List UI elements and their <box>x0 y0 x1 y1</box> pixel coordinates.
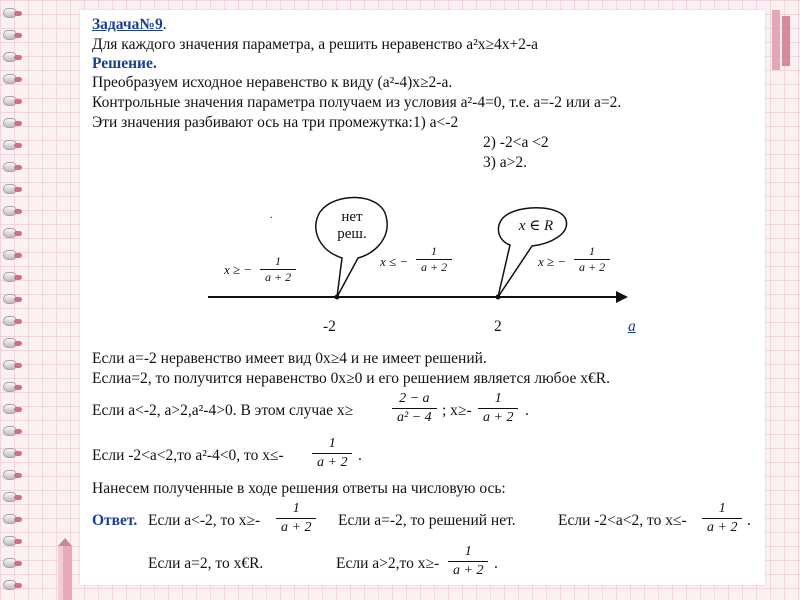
answer-part-3: Если -2<a<2, то x≤- <box>558 512 687 529</box>
case-outer-frac-2-den: a + 2 <box>478 408 518 426</box>
tick-label-minus-2: -2 <box>323 318 336 335</box>
binder-ring <box>3 184 17 194</box>
answer-frac-1-num: 1 <box>292 501 300 516</box>
task-title-dot: . <box>162 16 167 33</box>
binder-rings <box>3 0 23 600</box>
case-inner-end: . <box>358 447 362 464</box>
left-frac <box>260 255 296 284</box>
mid-frac-den: a + 2 <box>416 259 452 274</box>
case-inner-frac-den: a + 2 <box>312 453 352 471</box>
number-line-diagram <box>80 10 765 340</box>
binder-ring <box>3 316 17 326</box>
binder-ring <box>3 360 17 370</box>
right-frac-num: 1 <box>589 244 596 258</box>
binder-ring <box>3 426 17 436</box>
answer-frac-3-num: 1 <box>718 501 726 516</box>
case-outer-frac-2 <box>478 391 518 426</box>
answer-label: Ответ. <box>92 512 138 529</box>
case-a-2: Еслиa=2, то получится неравенство 0x≥0 и его решением является любое x€R. <box>92 370 610 387</box>
binder-ring <box>3 294 17 304</box>
axis-label: a <box>628 318 636 335</box>
mid-frac-num: 1 <box>431 244 438 258</box>
binder-ring <box>3 118 17 128</box>
mid-frac <box>416 245 452 274</box>
answer-part-3-end: . <box>747 512 751 529</box>
case-outer-text: Если a<-2, a>2,a²-4>0. В этом случае x≥ <box>92 402 354 419</box>
answer-frac-3-den: a + 2 <box>702 518 742 536</box>
case-a-minus-2: Если a=-2 неравенство имеет вид 0x≥4 и не имеет решений. <box>92 350 487 367</box>
binder-ring <box>3 558 17 568</box>
interval-3: 3) a>2. <box>483 154 528 171</box>
axis-arrow <box>616 291 628 303</box>
case-outer-frac-1-num: 2 − a <box>399 391 430 406</box>
binder-ring <box>3 272 17 282</box>
binder-ring <box>3 536 17 546</box>
ribbon-decoration <box>770 10 794 70</box>
binder-ring <box>3 250 17 260</box>
answer-frac-1 <box>276 501 316 536</box>
answer-frac-1-den: a + 2 <box>276 518 316 536</box>
answer-frac-3 <box>702 501 742 536</box>
answer-frac-5-num: 1 <box>464 544 472 559</box>
summary-intro: Нанесем полученные в ходе решения ответы на числовую ось: <box>92 480 506 497</box>
interval-2: 2) -2<a <2 <box>483 134 549 151</box>
left-frac-den: a + 2 <box>260 269 296 284</box>
answer-part-1: Если a<-2, то x≥- <box>148 512 261 529</box>
slide-page <box>80 10 765 585</box>
binder-ring <box>3 228 17 238</box>
binder-ring <box>3 206 17 216</box>
solution-step-2: Контрольные значения параметра получаем из условия a²-4=0, т.е. a=-2 или a=2. <box>92 94 622 111</box>
binder-ring <box>3 140 17 150</box>
task-title: Задача№9 <box>92 16 163 33</box>
case-outer-sep: ; x≥- <box>442 402 472 419</box>
binder-ring <box>3 74 17 84</box>
binder-ring <box>3 8 17 18</box>
bubble-all-real-text: x ∈ R <box>518 218 554 234</box>
binder-ring <box>3 52 17 62</box>
binder-ring <box>3 338 17 348</box>
answer-frac-5-den: a + 2 <box>448 561 488 579</box>
solution-step-1: Преобразуем исходное неравенство к виду (a²-4)x≥2-a. <box>92 74 453 91</box>
binder-ring <box>3 470 17 480</box>
answer-part-5-end: . <box>494 555 498 572</box>
tick-label-2: 2 <box>494 318 502 335</box>
case-outer-frac-1-den: a² − 4 <box>392 408 437 426</box>
bubble-no-solution-text: нет реш. <box>337 209 367 242</box>
binder-ring <box>3 448 17 458</box>
binder-ring <box>3 30 17 40</box>
solution-step-3: Эти значения разбивают ось на три промежутка:1) a<-2 <box>92 114 459 131</box>
problem-text: Для каждого значения параметра, а решить неравенство a²x≥4x+2-a <box>92 36 539 53</box>
binder-ring <box>3 514 17 524</box>
mid-ineq: x ≤ − <box>380 254 409 269</box>
answer-part-5: Если a>2,то x≥- <box>336 555 440 572</box>
binder-ring <box>3 382 17 392</box>
binder-ring <box>3 404 17 414</box>
case-outer-frac-1 <box>392 391 437 426</box>
answer-frac-5 <box>448 544 488 579</box>
right-frac <box>574 245 610 274</box>
binder-ring <box>3 580 17 590</box>
binder-ring <box>3 162 17 172</box>
case-inner-frac-num: 1 <box>328 436 336 451</box>
case-inner-text: Если -2<a<2,то a²-4<0, то x≤- <box>92 447 284 464</box>
answer-part-4: Если a=2, то x€R. <box>148 555 264 572</box>
left-frac-num: 1 <box>275 254 282 268</box>
right-frac-den: a + 2 <box>574 259 610 274</box>
binder-ring <box>3 492 17 502</box>
case-inner-frac <box>312 436 352 471</box>
left-ineq: x ≥ − <box>224 262 253 277</box>
pencil-decoration <box>54 538 78 600</box>
case-outer-frac-2-num: 1 <box>494 391 502 406</box>
answer-part-2: Если a=-2, то решений нет. <box>338 512 516 529</box>
stray-dot: . <box>270 210 273 221</box>
right-ineq: x ≥ − <box>538 254 567 269</box>
case-outer-end: . <box>525 402 529 419</box>
binder-ring <box>3 96 17 106</box>
solution-label: Решение. <box>92 55 157 72</box>
